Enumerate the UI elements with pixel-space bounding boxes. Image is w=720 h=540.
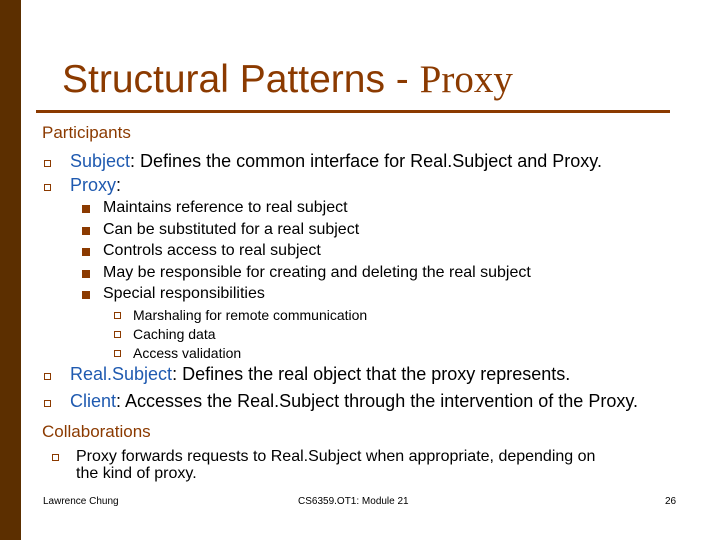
- collaboration-line-1: Proxy forwards requests to Real.Subject when appropriate, depending on: [76, 448, 596, 465]
- participant-term: Client: [70, 391, 117, 411]
- footer-page-number: 26: [665, 496, 677, 507]
- participant-term: Subject: [70, 151, 131, 171]
- participant-text: : Defines the common interface for Real.Subject and Proxy.: [130, 151, 602, 171]
- bullet-square-icon: [44, 400, 51, 407]
- participant-term: Proxy: [70, 175, 117, 195]
- participant-subject: [70, 151, 602, 172]
- bullet-square-icon: [44, 160, 51, 167]
- participant-text: :: [116, 175, 122, 195]
- bullet-filled-icon: [82, 205, 90, 213]
- bullet-square-icon: [52, 454, 59, 461]
- participant-text: : Defines the real object that the proxy represents.: [172, 364, 571, 384]
- special-item: Marshaling for remote communication: [133, 307, 368, 323]
- special-item: Access validation: [133, 345, 242, 361]
- proxy-item: May be responsible for creating and deleting the real subject: [103, 264, 531, 281]
- bullet-filled-icon: [82, 291, 90, 299]
- bullet-filled-icon: [82, 270, 90, 278]
- participants-heading: Participants: [42, 123, 131, 142]
- participant-client: [70, 391, 638, 412]
- bullet-square-icon: [114, 350, 121, 357]
- proxy-item: Special responsibilities: [103, 285, 265, 302]
- proxy-item: Maintains reference to real subject: [103, 199, 348, 216]
- participant-realsubject: [70, 364, 570, 385]
- title-underline: [36, 110, 670, 113]
- participant-text: : Accesses the Real.Subject through the intervention of the Proxy.: [116, 391, 638, 411]
- title-main: Structural Patterns -: [62, 58, 420, 101]
- proxy-item: Can be substituted for a real subject: [103, 221, 360, 238]
- bullet-square-icon: [44, 373, 51, 380]
- footer-course: CS6359.OT1: Module 21: [298, 496, 409, 507]
- collaboration-line-2: the kind of proxy.: [76, 465, 197, 482]
- bullet-square-icon: [44, 184, 51, 191]
- participant-proxy: [70, 175, 121, 196]
- title-proxy: Proxy: [419, 58, 513, 101]
- participant-term: Real.Subject: [70, 364, 173, 384]
- bullet-filled-icon: [82, 227, 90, 235]
- sidebar-stripe: [0, 0, 21, 540]
- bullet-square-icon: [114, 312, 121, 319]
- collaborations-heading: Collaborations: [42, 422, 151, 441]
- special-item: Caching data: [133, 326, 216, 342]
- slide-title: [62, 60, 513, 99]
- bullet-filled-icon: [82, 248, 90, 256]
- footer-author: Lawrence Chung: [43, 496, 119, 507]
- bullet-square-icon: [114, 331, 121, 338]
- proxy-item: Controls access to real subject: [103, 242, 321, 259]
